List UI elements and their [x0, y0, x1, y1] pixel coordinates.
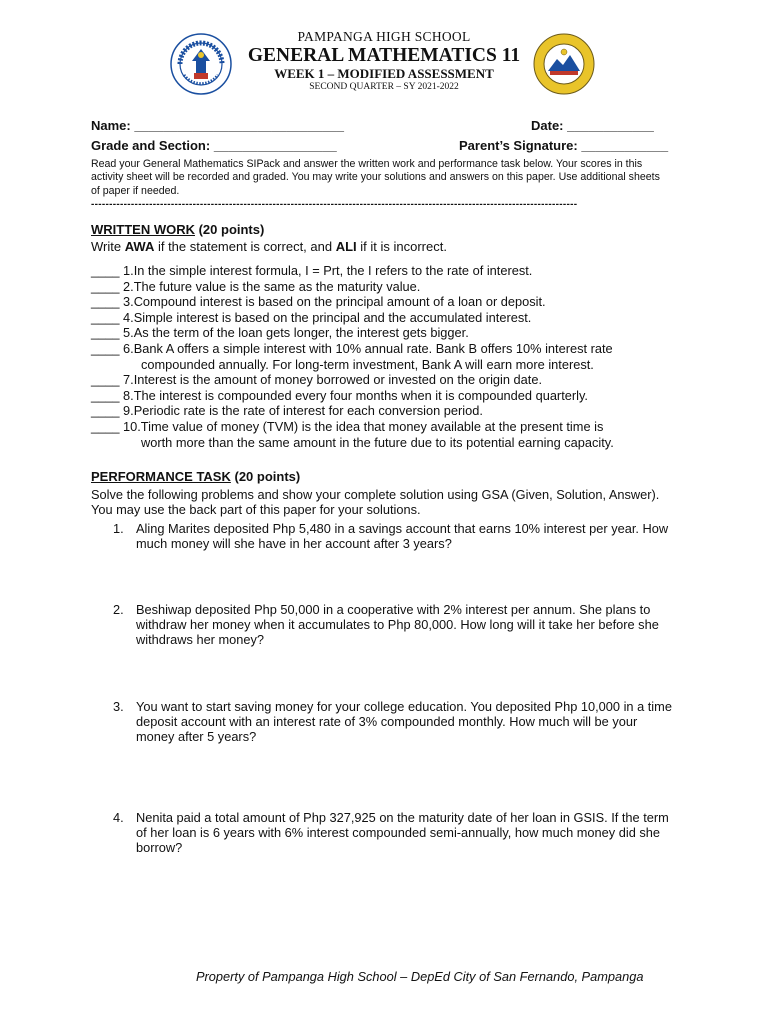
- student-info: [91, 118, 677, 158]
- grade-section-label: Grade and Section:: [91, 138, 214, 153]
- item-text: Interest is the amount of money borrowed or invested on the origin date.: [133, 372, 543, 388]
- list-item: [91, 325, 671, 341]
- list-item: [91, 279, 671, 295]
- list-item: [91, 388, 671, 404]
- week-title: WEEK 1 – MODIFIED ASSESSMENT: [274, 66, 494, 81]
- item-text: Compound interest is based on the principal amount of a loan or deposit.: [133, 294, 546, 310]
- problem-text: You want to start saving money for your college education. You deposited Php 10,000 in a time deposit account with an interest rate of 3% compounded monthly. How much will be your money after 5 years?: [136, 699, 672, 744]
- item-number: 9.: [123, 403, 134, 419]
- performance-task-heading: [91, 469, 300, 484]
- item-number: 5.: [123, 325, 134, 341]
- item-text: Simple interest is based on the principal and the accumulated interest.: [133, 309, 532, 325]
- quarter-label: SECOND QUARTER – SY 2021-2022: [309, 82, 459, 92]
- grade-section-field[interactable]: _________________: [213, 138, 337, 153]
- item-text: The future value is the same as the maturity value.: [133, 278, 421, 294]
- item-number: 4.: [123, 309, 134, 325]
- problem-number: 4.: [113, 810, 124, 825]
- list-item: [91, 263, 671, 279]
- school-name: PAMPANGA HIGH SCHOOL: [297, 29, 471, 44]
- answer-blank[interactable]: ____: [91, 325, 120, 341]
- dir-text: if it is incorrect.: [356, 239, 447, 254]
- list-item: [91, 419, 671, 450]
- list-item: [91, 403, 671, 419]
- problem-item: [113, 699, 673, 744]
- dir-text: if the statement is correct, and: [154, 239, 336, 254]
- item-number: 8.: [123, 387, 134, 403]
- problem-number: 1.: [113, 521, 124, 536]
- divider: --------------------------------------------------------------------------------------------------------------------------------------: [91, 199, 578, 210]
- name-field[interactable]: _____________________________: [134, 118, 345, 133]
- subject-title: GENERAL MATHEMATICS 11: [247, 45, 521, 66]
- list-item: [91, 341, 671, 372]
- item-number: 6.: [123, 340, 134, 356]
- performance-task-title: PERFORMANCE TASK: [91, 469, 231, 484]
- answer-blank[interactable]: ____: [91, 309, 120, 325]
- problem-item: [113, 810, 673, 855]
- date-label: Date:: [531, 118, 568, 133]
- item-text: Periodic rate is the rate of interest for each conversion period.: [133, 403, 483, 419]
- performance-task-points: (20 points): [230, 469, 301, 484]
- item-number: 7.: [123, 372, 134, 388]
- written-work-directions: [91, 239, 447, 254]
- item-text: Bank A offers a simple interest with 10% annual rate. Bank B offers 10% interest rate: [133, 340, 613, 356]
- written-work-points: (20 points): [194, 222, 265, 237]
- written-work-items: [91, 263, 671, 450]
- answer-blank[interactable]: ____: [91, 372, 120, 388]
- dir-awa: AWA: [124, 239, 155, 254]
- performance-task-directions: Solve the following problems and show your complete solution using GSA (Given, Solution, Answer). You may use the back part of this paper for your solutions.: [91, 487, 660, 517]
- answer-blank[interactable]: ____: [91, 340, 120, 356]
- item-number: 3.: [123, 294, 134, 310]
- parent-signature-field[interactable]: ____________: [581, 138, 669, 153]
- instructions: Read your General Mathematics SIPack and answer the written work and performance task below. Your scores in this activity sheet will be recorded and graded. You may write your solutions and answers on this paper. Use additional sheets of paper if needed.: [91, 158, 660, 197]
- item-text: Time value of money (TVM) is the idea that money available at the present time is: [140, 418, 604, 434]
- parent-signature-label: Parent’s Signature:: [459, 138, 582, 153]
- written-work-heading: [91, 222, 264, 237]
- dir-text: Write: [91, 239, 125, 254]
- problem-text: Beshiwap deposited Php 50,000 in a cooperative with 2% interest per annum. She plans to withdraw her money when it accumulates to Php 80,000. How long will it take her before she withdraws her money?: [136, 602, 659, 647]
- answer-blank[interactable]: ____: [91, 294, 120, 310]
- list-item: [91, 372, 671, 388]
- answer-blank[interactable]: ____: [91, 418, 120, 434]
- problem-text: Aling Marites deposited Php 5,480 in a savings account that earns 10% interest per year. How much money will she have in her account after 3 years?: [136, 521, 669, 551]
- list-item: [91, 294, 671, 310]
- item-text-continued: compounded annually. For long-term investment, Bank A will earn more interest.: [141, 356, 594, 372]
- answer-blank[interactable]: ____: [91, 387, 120, 403]
- item-text-continued: worth more than the same amount in the future due to its potential earning capacity.: [141, 434, 614, 450]
- answer-blank[interactable]: ____: [91, 403, 120, 419]
- problem-number: 3.: [113, 699, 124, 714]
- answer-blank[interactable]: ____: [91, 263, 120, 278]
- problem-text: Nenita paid a total amount of Php 327,925 on the maturity date of her loan in GSIS. If the term of her loan is 6 years with 6% interest compounded semi-annually, how much money did she borrow?: [136, 810, 669, 855]
- item-text: In the simple interest formula, I = Prt, the I refers to the rate of interest.: [133, 263, 533, 278]
- document-header: [0, 26, 768, 93]
- problem-item: [113, 521, 673, 551]
- item-text: As the term of the loan gets longer, the interest gets bigger.: [133, 325, 469, 341]
- item-number: 1.: [123, 263, 134, 278]
- written-work-title: WRITTEN WORK: [91, 222, 195, 237]
- item-number: 10.: [123, 418, 141, 434]
- item-number: 2.: [123, 278, 134, 294]
- footer-text: Property of Pampanga High School – DepEd City of San Fernando, Pampanga: [196, 969, 644, 984]
- dir-ali: ALI: [335, 239, 357, 254]
- item-text: The interest is compounded every four months when it is compounded quarterly.: [133, 387, 588, 403]
- date-field[interactable]: ____________: [567, 118, 654, 133]
- list-item: [91, 310, 671, 326]
- name-label: Name:: [91, 118, 135, 133]
- problem-item: [113, 602, 673, 647]
- problem-number: 2.: [113, 602, 124, 617]
- answer-blank[interactable]: ____: [91, 278, 120, 294]
